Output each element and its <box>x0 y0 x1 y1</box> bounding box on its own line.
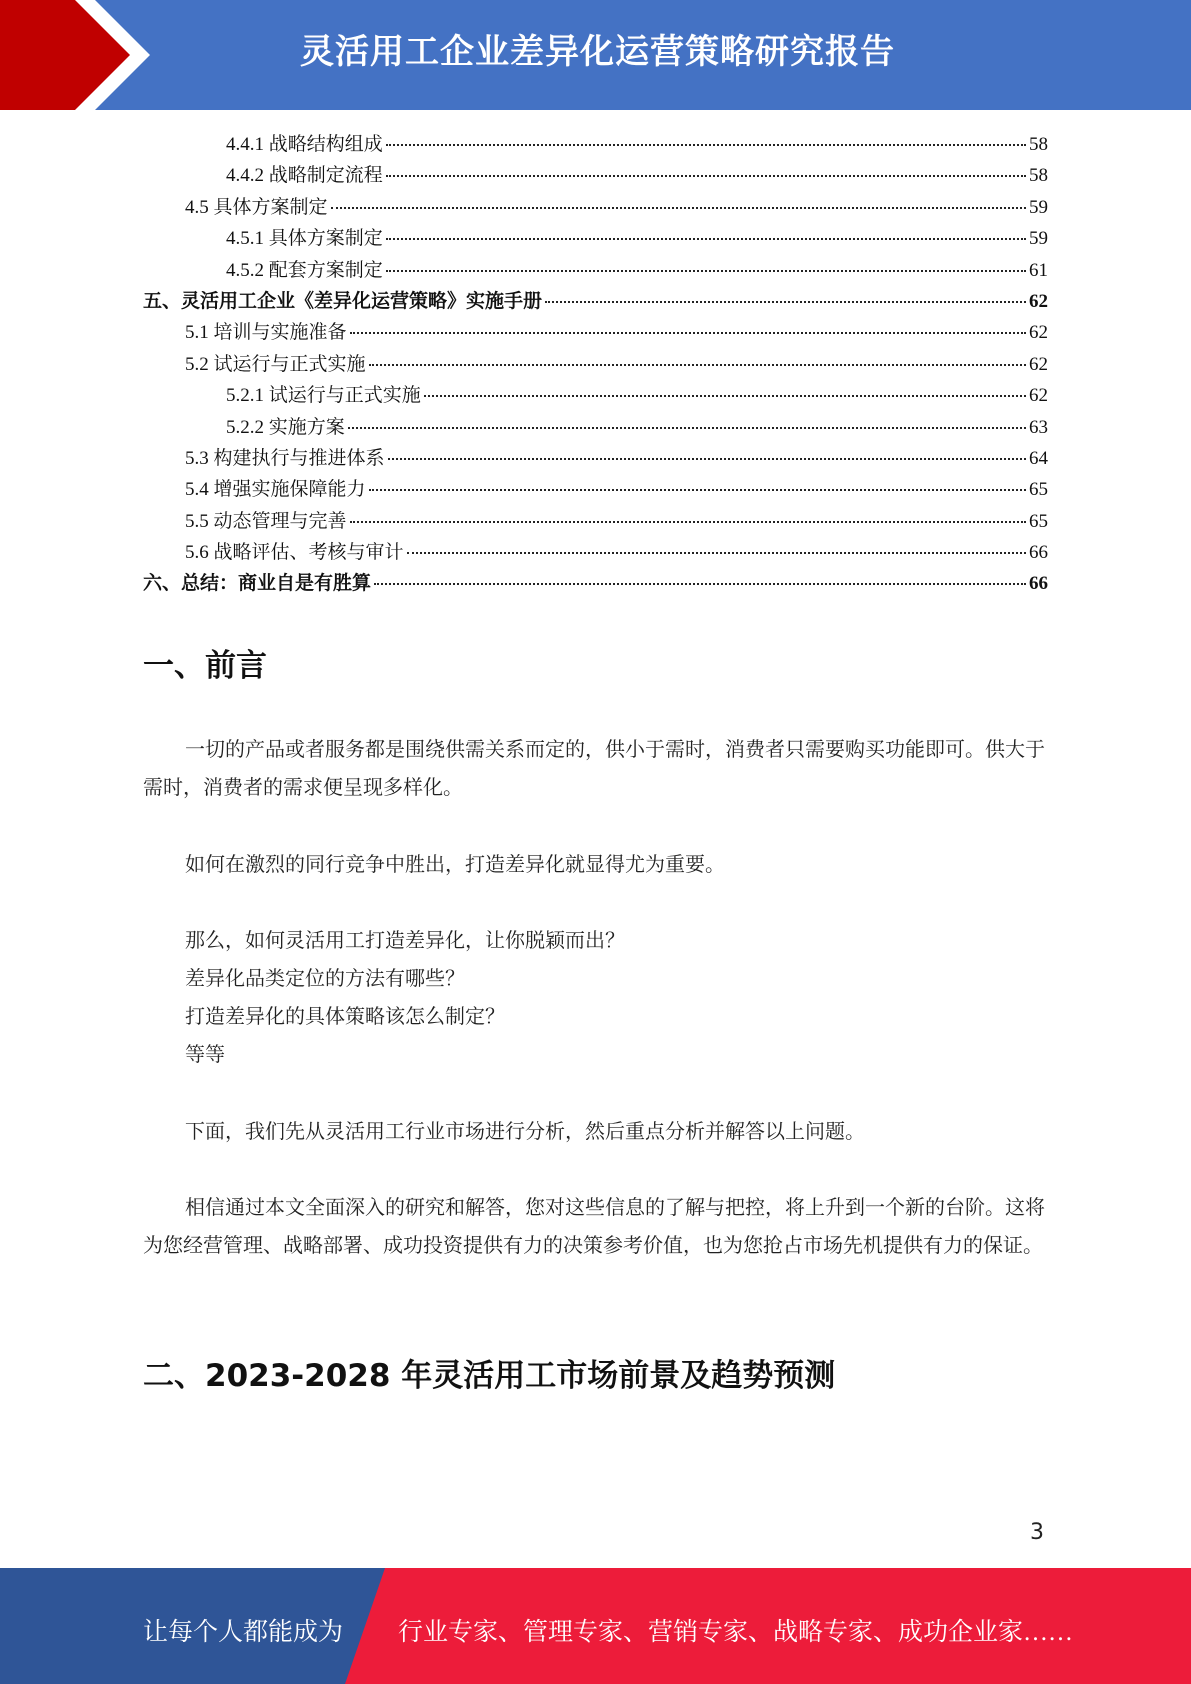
section-heading-forecast: 二、2023-2028 年灵活用工市场前景及趋势预测 <box>143 1358 836 1394</box>
toc-entry-page: 62 <box>1029 353 1048 375</box>
toc-entry-label: 4.5.1 具体方案制定 <box>226 228 383 250</box>
paragraph: 相信通过本文全面深入的研究和解答，您对这些信息的了解与把控，将上升到一个新的台阶。这将为您经营管理、战略部署、成功投资提供有力的决策参考价值，也为您抢占市场先机提供有力的保证。 <box>143 1197 1045 1257</box>
toc-entry[interactable] <box>143 160 1048 191</box>
toc-entry[interactable] <box>143 129 1048 160</box>
toc-entry-page: 61 <box>1029 259 1048 281</box>
toc-entry-page: 62 <box>1029 290 1048 312</box>
toc-entry-label: 4.4.1 战略结构组成 <box>226 134 383 155</box>
toc-entry-page: 59 <box>1029 228 1048 250</box>
toc-entry-label: 4.5.2 配套方案制定 <box>226 259 383 281</box>
toc-leader-dots <box>348 427 1026 429</box>
toc-leader-dots <box>386 175 1026 177</box>
toc-entry-page: 62 <box>1029 385 1048 407</box>
toc-leader-dots <box>386 238 1026 240</box>
toc-entry-label: 5.1 培训与实施准备 <box>185 322 347 344</box>
paragraph: 如何在激烈的同行竞争中胜出，打造差异化就显得尤为重要。 <box>185 854 725 876</box>
toc-entry-label: 5.5 动态管理与完善 <box>185 510 347 532</box>
footer-slogan-right: 行业专家、管理专家、营销专家、战略专家、成功企业家…… <box>398 1619 1074 1646</box>
section-heading-preface: 一、前言 <box>143 648 267 684</box>
toc-leader-dots <box>369 364 1026 366</box>
toc-leader-dots <box>369 489 1026 491</box>
toc-leader-dots <box>388 458 1026 460</box>
toc-entry-label: 5.4 增强实施保障能力 <box>185 479 366 501</box>
toc-leader-dots <box>386 144 1026 146</box>
toc-entry-label: 5.2.2 实施方案 <box>226 416 345 438</box>
toc-entry-label: 六、总结：商业自是有胜算 <box>143 573 372 595</box>
toc-entry-page: 65 <box>1029 479 1048 501</box>
toc-entry[interactable] <box>143 506 1048 537</box>
toc-entry-label: 4.5 具体方案制定 <box>185 196 328 218</box>
toc-entry[interactable] <box>143 255 1048 286</box>
header-arrow-icon <box>0 0 160 110</box>
toc-entry-label: 5.6 战略评估、考核与审计 <box>185 542 404 564</box>
toc-entry[interactable] <box>143 223 1048 254</box>
toc-leader-dots <box>350 521 1026 523</box>
page-header <box>0 0 1191 110</box>
toc-entry[interactable] <box>143 286 1048 317</box>
toc-leader-dots <box>350 332 1026 334</box>
paragraph: 一切的产品或者服务都是围绕供需关系而定的，供小于需时，消费者只需要购买功能即可。供大于需时，消费者的需求便呈现多样化。 <box>143 739 1045 799</box>
toc-leader-dots <box>545 301 1026 303</box>
footer-slogan-left: 让每个人都能成为 <box>143 1619 344 1646</box>
toc-leader-dots <box>407 552 1026 554</box>
toc-entry[interactable] <box>143 192 1048 223</box>
toc-entry[interactable] <box>143 443 1048 474</box>
toc-entry-label: 5.3 构建执行与推进体系 <box>185 447 385 469</box>
toc-leader-dots <box>331 207 1026 209</box>
toc-entry-page: 64 <box>1029 447 1048 469</box>
toc-entry-page: 63 <box>1029 416 1048 438</box>
question-line: 那么，如何灵活用工打造差异化，让你脱颖而出？ <box>185 930 625 952</box>
toc-entry[interactable] <box>143 568 1048 599</box>
question-line: 差异化品类定位的方法有哪些？ <box>185 968 465 990</box>
toc-entry-page: 58 <box>1029 134 1048 155</box>
header-title: 灵活用工企业差异化运营策略研究报告 <box>300 32 895 72</box>
toc-entry-label: 五、灵活用工企业《差异化运营策略》实施手册 <box>143 290 543 312</box>
toc-entry[interactable] <box>143 380 1048 411</box>
toc-entry[interactable] <box>143 474 1048 505</box>
toc-entry[interactable] <box>143 349 1048 380</box>
question-line: 等等 <box>185 1044 225 1066</box>
toc-entry-label: 4.4.2 战略制定流程 <box>226 165 383 187</box>
paragraph: 下面，我们先从灵活用工行业市场进行分析，然后重点分析并解答以上问题。 <box>185 1121 865 1143</box>
page-number: 3 <box>1030 1520 1044 1545</box>
toc-entry[interactable] <box>143 412 1048 443</box>
question-line: 打造差异化的具体策略该怎么制定？ <box>185 1006 505 1028</box>
toc-entry-page: 58 <box>1029 165 1048 187</box>
toc-entry-page: 66 <box>1029 573 1048 595</box>
toc-entry-page: 59 <box>1029 196 1048 218</box>
toc-leader-dots <box>374 583 1026 585</box>
page-footer <box>0 1568 1191 1684</box>
toc-entry-page: 65 <box>1029 510 1048 532</box>
toc-entry[interactable] <box>143 537 1048 568</box>
toc-entry-label: 5.2 试运行与正式实施 <box>185 353 366 375</box>
table-of-contents <box>143 129 1048 600</box>
toc-entry-page: 66 <box>1029 542 1048 564</box>
toc-leader-dots <box>386 270 1026 272</box>
toc-entry[interactable] <box>143 317 1048 348</box>
toc-leader-dots <box>424 395 1026 397</box>
toc-entry-label: 5.2.1 试运行与正式实施 <box>226 385 421 407</box>
toc-entry-page: 62 <box>1029 322 1048 344</box>
